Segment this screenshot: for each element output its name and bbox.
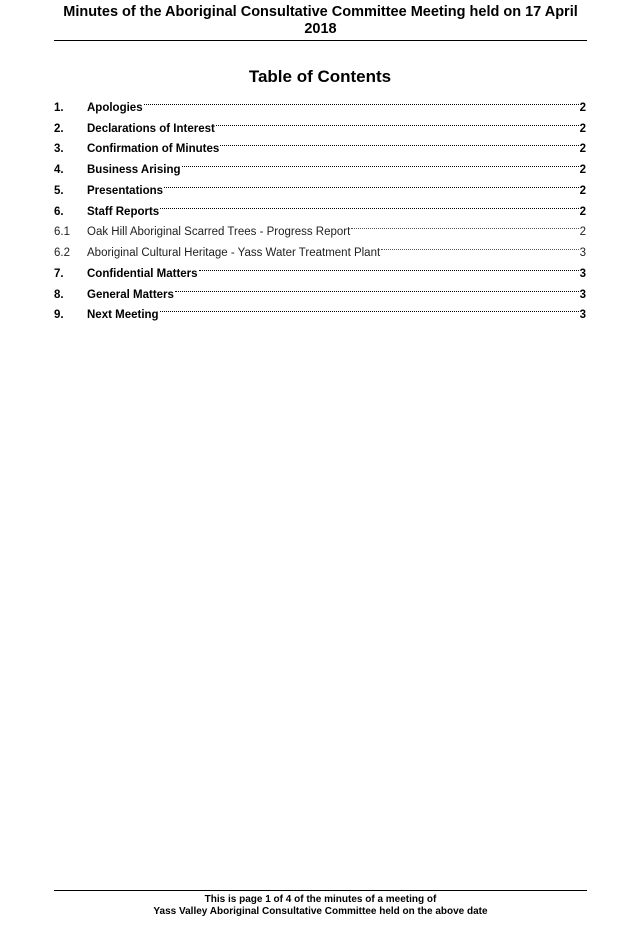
dot-leader [160, 298, 579, 319]
document-title: Minutes of the Aboriginal Consultative Committee Meeting held on 17 April 2018 [63, 4, 578, 37]
toc-entry-page: 2 [579, 101, 586, 114]
toc-title: Table of Contents [248, 67, 392, 86]
toc-entry-number: 6.1 [54, 226, 70, 239]
footer-line-1: This is page 1 of 4 of the minutes of a meeting of [204, 894, 437, 905]
toc-entry-title: Staff Reports [87, 205, 160, 218]
toc-entry-title: Confidential Matters [87, 267, 198, 280]
toc-entry-title: Presentations [87, 184, 164, 197]
dot-leader [160, 194, 578, 215]
toc-entry-number: 7. [54, 267, 64, 280]
toc-entry-page: 2 [579, 164, 586, 176]
toc-entry-number: 8. [54, 288, 64, 301]
dot-leader [351, 215, 578, 236]
toc-entry-page: 2 [579, 143, 586, 156]
toc-entry-apologies[interactable] [54, 90, 586, 114]
toc-entry-number: 3. [54, 143, 64, 156]
table-of-contents [54, 90, 586, 322]
toc-entry-number: 6. [54, 205, 64, 218]
toc-entry-page: 3 [579, 309, 586, 322]
toc-entry-number: 1. [54, 101, 64, 114]
toc-entry-page: 2 [579, 122, 586, 135]
page-footer [54, 890, 587, 918]
toc-entry-title: General Matters [87, 288, 174, 301]
toc-entry-number: 5. [54, 184, 64, 197]
page-header [54, 4, 587, 41]
toc-entry-title: Next Meeting [87, 309, 159, 322]
dot-leader [144, 90, 579, 111]
toc-entry-title: Apologies [87, 101, 143, 114]
toc-entry-title: Business Arising [87, 164, 181, 176]
toc-entry-title: Oak Hill Aboriginal Scarred Trees - Progress Report [87, 226, 351, 239]
footer-line-2: Yass Valley Aboriginal Consultative Committee held on the above date [153, 906, 488, 917]
dot-leader [381, 235, 578, 256]
dot-leader [216, 111, 579, 132]
toc-entry-title: Confirmation of Minutes [87, 143, 220, 156]
toc-entry-page: 2 [579, 205, 586, 218]
dot-leader [199, 256, 579, 277]
toc-entry-number: 2. [54, 122, 64, 135]
toc-entry-number: 6.2 [54, 247, 70, 259]
dot-leader [220, 132, 578, 153]
toc-entry-number: 4. [54, 164, 64, 176]
toc-entry-page: 3 [579, 247, 586, 259]
toc-entry-page: 2 [579, 226, 586, 239]
toc-entry-number: 9. [54, 309, 64, 322]
dot-leader [164, 173, 579, 194]
toc-entry-page: 2 [579, 184, 586, 197]
dot-leader [175, 277, 579, 298]
dot-leader [182, 152, 579, 173]
toc-entry-title: Aboriginal Cultural Heritage - Yass Water Treatment Plant [87, 247, 381, 259]
toc-entry-page: 3 [579, 288, 586, 301]
toc-entry-title: Declarations of Interest [87, 122, 215, 135]
toc-entry-page: 3 [579, 267, 586, 280]
